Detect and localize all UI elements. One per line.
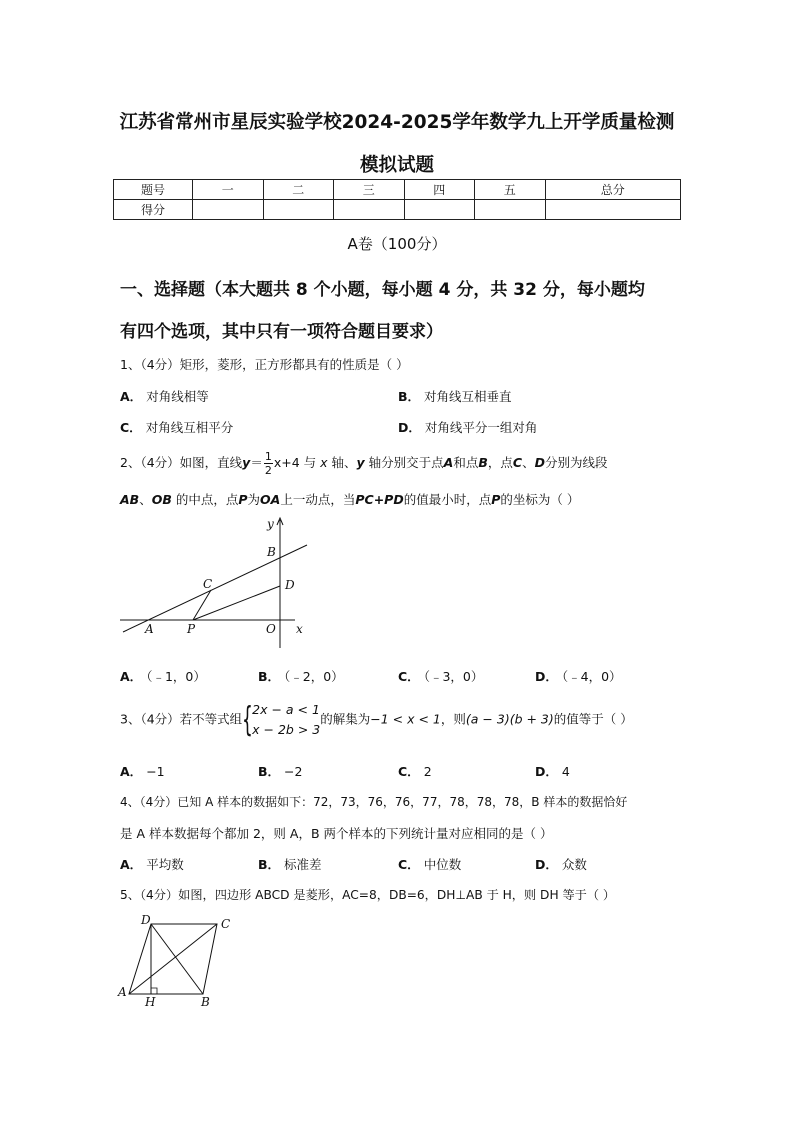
var-y: y — [356, 455, 365, 470]
option-text: 对角线平分一组对角 — [424, 420, 538, 435]
label-c: C — [203, 577, 213, 591]
text: 、 — [139, 492, 152, 507]
q2-figure — [115, 512, 315, 652]
table-cell: 三 — [334, 180, 405, 200]
text: 的值最小时，点 — [403, 492, 492, 507]
q3-option-d[interactable] — [535, 762, 570, 780]
volume-label: A卷（100分） — [347, 235, 447, 253]
table-cell: 总分 — [545, 180, 681, 200]
option-letter: B． — [258, 764, 281, 779]
q2-option-c[interactable] — [398, 667, 483, 685]
option-letter: D． — [398, 420, 421, 435]
text: ，则 — [440, 711, 466, 727]
q2-stem-line1 — [120, 450, 608, 477]
option-text: 4 — [561, 764, 570, 779]
table-cell: 二 — [263, 180, 334, 200]
q3-option-a[interactable] — [120, 762, 165, 780]
score-input-cell[interactable] — [334, 200, 405, 220]
q3-stem — [120, 700, 633, 740]
option-text: 标准差 — [284, 857, 322, 872]
text: 的坐标为（ ） — [500, 492, 580, 507]
option-text: （﹣3，0） — [423, 669, 484, 684]
q5-stem: 5、（4分）如图，四边形 ABCD 是菱形，AC=8，DB=6，DH⊥AB 于 H，则 DH 等于（ ） — [120, 888, 616, 902]
q2-option-a[interactable] — [120, 667, 206, 685]
fraction-numerator: 1 — [264, 450, 272, 463]
inequality-1: 2x − a < 1 — [252, 702, 320, 717]
option-letter: C． — [398, 764, 420, 779]
table-cell: 四 — [404, 180, 475, 200]
label-b: B — [201, 995, 210, 1009]
option-letter: D． — [535, 857, 558, 872]
q5-figure — [115, 912, 240, 1010]
fraction — [264, 450, 273, 477]
segment-oa: OA — [260, 492, 281, 507]
score-table-header-row — [114, 180, 681, 200]
table-cell: 得分 — [114, 200, 193, 220]
option-text: （﹣2，0） — [284, 669, 344, 684]
exam-subtitle: 模拟试题 — [359, 155, 434, 176]
q3-option-c[interactable] — [398, 762, 432, 780]
brace-icon: { — [242, 700, 253, 740]
fraction-denominator: 2 — [264, 464, 272, 477]
table-cell: 五 — [475, 180, 546, 200]
q1-option-a[interactable] — [120, 387, 209, 405]
score-input-cell[interactable] — [263, 200, 334, 220]
point-a: A — [443, 455, 454, 470]
q1-stem: 1、（4分）矩形，菱形，正方形都具有的性质是（ ） — [120, 357, 409, 372]
section-heading-cont: 有四个选项，其中只有一项符合题目要求） — [120, 322, 443, 342]
inequality-2: x − 2b > 3 — [252, 722, 321, 737]
q4-option-b[interactable] — [258, 855, 322, 873]
point-c: C — [512, 455, 523, 470]
q4-option-c[interactable] — [398, 855, 461, 873]
label-a: A — [118, 985, 127, 999]
q1-option-b[interactable] — [398, 387, 512, 405]
q2-after-frac: x+4 与 — [273, 455, 317, 470]
option-letter: B． — [258, 857, 281, 872]
score-input-cell[interactable] — [545, 200, 681, 220]
option-letter: D． — [535, 669, 558, 684]
table-cell: 一 — [193, 180, 264, 200]
text: 轴、 — [327, 455, 357, 470]
option-letter: C． — [398, 669, 420, 684]
label-c: C — [221, 917, 231, 931]
score-input-cell[interactable] — [404, 200, 475, 220]
q2-stem-line2 — [120, 490, 579, 508]
q2-option-b[interactable] — [258, 667, 344, 685]
inequality-system — [242, 700, 320, 740]
label-o: O — [266, 622, 276, 636]
q4-stem-line2: 是 A 样本数据每个都加 2，则 A，B 两个样本的下列统计量对应相同的是（ ） — [120, 826, 553, 841]
q3-prefix: 3、（4分）若不等式组 — [120, 711, 243, 727]
segment-pd — [193, 586, 280, 620]
point-d: D — [534, 455, 545, 470]
label-h: H — [145, 995, 156, 1009]
text: 、 — [522, 455, 535, 470]
right-angle-mark — [151, 988, 157, 994]
point-p: P — [238, 492, 248, 507]
solution-set: −1 < x < 1 — [370, 711, 441, 727]
score-table — [113, 179, 681, 220]
q2-prefix: 2、（4分）如图，直线 — [120, 455, 243, 470]
section-heading: 一、选择题（本大题共 8 个小题，每小题 4 分，共 32 分，每小题均 — [120, 280, 645, 300]
label-x: x — [296, 622, 303, 636]
var-y: y — [242, 455, 251, 470]
q1-option-c[interactable] — [120, 418, 233, 436]
label-p: P — [187, 622, 196, 636]
text: 和点 — [453, 455, 479, 470]
option-letter: C． — [120, 420, 142, 435]
text: 的值等于（ ） — [553, 711, 633, 727]
option-text: （﹣4，0） — [561, 669, 622, 684]
segment-ob: OB — [151, 492, 172, 507]
q4-option-d[interactable] — [535, 855, 587, 873]
point-p: P — [491, 492, 501, 507]
segment-ab: AB — [120, 492, 140, 507]
text: ，点 — [487, 455, 513, 470]
table-cell: 题号 — [114, 180, 193, 200]
option-letter: B． — [398, 389, 421, 404]
diagonal-db — [151, 924, 203, 994]
option-text: 对角线互相垂直 — [424, 389, 512, 404]
label-y: y — [267, 517, 274, 531]
option-text: 2 — [423, 764, 432, 779]
q1-option-d[interactable] — [398, 418, 537, 436]
option-letter: A． — [120, 669, 143, 684]
option-text: 众数 — [561, 857, 587, 872]
q4-option-a[interactable] — [120, 855, 184, 873]
option-text: 对角线互相平分 — [145, 420, 234, 435]
option-letter: B． — [258, 669, 281, 684]
option-letter: A． — [120, 389, 143, 404]
text: 的中点，点 — [171, 492, 239, 507]
option-text: （﹣1，0） — [146, 669, 206, 684]
score-table-score-row — [114, 200, 681, 220]
option-text: −2 — [284, 764, 303, 779]
text: 上一动点，当 — [280, 492, 356, 507]
text: 为 — [247, 492, 261, 507]
expression: (a − 3)(b + 3) — [465, 711, 554, 727]
option-letter: D． — [535, 764, 558, 779]
text: 轴分别交于点 — [364, 455, 444, 470]
option-letter: C． — [398, 857, 420, 872]
option-text: 中位数 — [423, 857, 462, 872]
point-b: B — [478, 455, 488, 470]
q4-stem-line1: 4、（4分）已知 A 样本的数据如下：72，73，76，76，77，78，78，78，B 样本的数据恰好 — [120, 795, 628, 809]
expression: PC+PD — [355, 492, 404, 507]
option-text: −1 — [146, 764, 165, 779]
text: 的解集为 — [320, 711, 371, 727]
score-input-cell[interactable] — [475, 200, 546, 220]
label-d: D — [141, 913, 151, 927]
option-letter: A． — [120, 764, 143, 779]
exam-title: 江苏省常州市星辰实验学校2024-2025学年数学九上开学质量检测 — [119, 112, 675, 133]
label-b: B — [267, 545, 276, 559]
q3-option-b[interactable] — [258, 762, 302, 780]
var-x: x — [320, 455, 328, 470]
diagonal-ac — [129, 924, 217, 994]
eq-sign: ＝ — [250, 455, 263, 470]
line-ab — [123, 545, 307, 632]
option-text: 对角线相等 — [146, 389, 209, 404]
score-input-cell[interactable] — [193, 200, 264, 220]
label-a: A — [145, 622, 154, 636]
option-text: 平均数 — [146, 857, 184, 872]
option-letter: A． — [120, 857, 143, 872]
q2-option-d[interactable] — [535, 667, 622, 685]
text: 分别为线段 — [545, 455, 608, 470]
label-d: D — [285, 578, 295, 592]
